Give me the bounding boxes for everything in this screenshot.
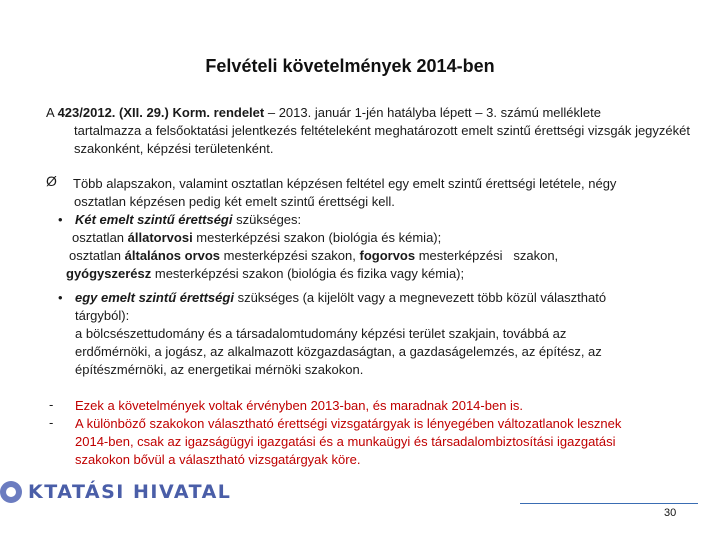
sub1-line-4: [66, 265, 696, 283]
intro-paragraph: [46, 104, 690, 158]
sub1-l2-pre: osztatlan: [72, 230, 128, 245]
logo-text: KTATÁSI HIVATAL: [28, 481, 232, 503]
main-bullet-line-1: Több alapszakon, valamint osztatlan képzésen feltétel egy emelt szintű érettségi letétele, négy: [73, 176, 617, 191]
oktatasi-hivatal-logo: [0, 474, 231, 510]
sub1-l3-bold-1: általános orvos: [124, 248, 221, 263]
sub1-lead-rest: szükséges:: [232, 212, 302, 227]
sub2-lead-rest: szükséges (a kijelölt vagy a megnevezett több közül választható: [233, 290, 607, 305]
sub1-l2-post: mesterképzési szakon (biológia és kémia);: [192, 230, 442, 245]
sub1-lead: [66, 211, 696, 229]
sub-bullet-1: [66, 211, 696, 283]
sub2-lead: [75, 289, 689, 307]
sub2-line-3: a bölcsészettudomány és a társadalomtudomány képzési terület szakjain, továbbá az: [75, 326, 567, 341]
arrow-bullet-icon: Ø: [46, 173, 57, 189]
sub1-l3-mid: mesterképzési szakon,: [220, 248, 360, 263]
intro-prefix: A: [46, 105, 58, 120]
dash-section: [75, 397, 689, 469]
sub2-line-5: építészmérnöki, az energetikai mérnöki szakokon.: [75, 362, 364, 377]
sub-bullet-2-dot: •: [58, 290, 63, 305]
sub1-l3-pre: osztatlan: [69, 248, 125, 263]
sub2-line-4: erdőmérnöki, a jogász, az alkalmazott közgazdaságtan, a gazdaságelemzés, az építész, az: [75, 344, 602, 359]
sub2-lead-emph: egy emelt szintű érettségi: [75, 290, 234, 305]
sub1-line-2: [66, 229, 696, 247]
intro-continuation: tartalmazza a felsőoktatási jelentkezés feltételeként meghatározott emelt szintű érettségi vizsgák jegyzékét szakonként, képzési területenként.: [74, 123, 690, 156]
dash-2-line-1: A különböző szakokon választható érettségi vizsgatárgyak is lényegében változatlanok lesznek: [75, 416, 622, 431]
sub1-l4-bold: gyógyszerész: [66, 266, 152, 281]
sub1-line-3: [66, 247, 696, 265]
dash-2-line-2: 2014-ben, csak az igazságügyi igazgatási és a munkaügyi és társadalombiztosítási igazgatási: [75, 434, 616, 449]
sub-bullet-2: [75, 289, 689, 379]
sub1-lead-emph: Két emelt szintű érettségi: [75, 212, 233, 227]
dash-1-text: Ezek a követelmények voltak érvényben 2013-ban, és maradnak 2014-ben is.: [75, 398, 524, 413]
main-bullet-line-2: osztatlan képzésen pedig két emelt szintű érettségi kell.: [74, 194, 395, 209]
sub-bullet-1-dot: •: [58, 212, 63, 227]
logo-mark-icon: [0, 481, 22, 503]
sub1-l3-post: mesterképzési szakon,: [415, 248, 559, 263]
sub1-l3-bold-2: fogorvos: [359, 248, 416, 263]
dash-marker-2: -: [49, 415, 54, 430]
page-title: Felvételi követelmények 2014-ben: [205, 56, 495, 76]
sub2-line-2: tárgyból):: [75, 308, 130, 323]
page-number: 30: [664, 507, 677, 519]
dash-2-line-3: szakokon bővül a választható vizsgatárgyak köre.: [75, 452, 361, 467]
dash-marker-1: -: [49, 397, 54, 412]
footer-rule: [520, 503, 698, 504]
intro-line-1: [46, 104, 690, 122]
sub1-l4-post: mesterképzési szakon (biológia és fizika vagy kémia);: [151, 266, 465, 281]
intro-rest: – 2013. január 1-jén hatályba lépett – 3. számú melléklete: [264, 105, 601, 120]
law-reference: 423/2012. (XII. 29.) Korm. rendelet: [57, 105, 265, 120]
main-bullet: [73, 175, 693, 211]
sub1-l2-bold: állatorvosi: [127, 230, 193, 245]
